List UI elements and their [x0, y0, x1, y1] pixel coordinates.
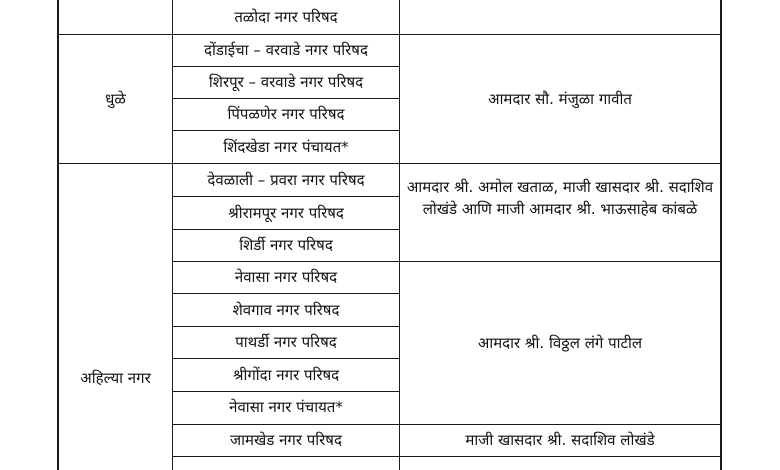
representative-name: आमदार सौ. मंजुळा गावीत: [488, 90, 632, 108]
table-left-border: [57, 0, 59, 470]
representative-name: आमदार श्री. अमोल खताळ, माजी खासदार श्री. सदाशिव लोखंडे आणि माजी आमदार श्री. भाऊसाहेब कांबळे: [406, 178, 714, 218]
council-name: नेवासा नगर परिषद: [234, 268, 338, 286]
table-right-border: [720, 0, 722, 470]
district-name: धुळे: [105, 90, 126, 108]
council-name: श्रीरामपूर नगर परिषद: [228, 204, 344, 222]
row-divider: [172, 229, 400, 230]
council-name: दोंडाईचा – वरवाडे नगर परिषद: [204, 41, 368, 59]
row-divider: [172, 391, 400, 392]
row-divider: [172, 293, 400, 294]
council-name: नेवासा नगर पंचायत*: [229, 398, 343, 416]
council-name: जामखेड नगर परिषद: [230, 431, 342, 449]
representative-name: आमदार श्री. विठ्ठल लंगे पाटील: [477, 334, 643, 352]
row-divider: [172, 98, 400, 99]
row-divider: [172, 66, 400, 67]
council-name: शेवगाव नगर परिषद: [232, 301, 340, 319]
group-divider: [57, 34, 722, 35]
group-divider: [57, 163, 722, 164]
council-name: तळोदा नगर परिषद: [234, 8, 338, 26]
council-name: देवळाली – प्रवरा नगर परिषद: [207, 171, 365, 189]
district-name: अहिल्या नगर: [80, 369, 151, 387]
council-name: शिरपूर – वरवाडे नगर परिषद: [208, 73, 364, 91]
row-divider: [172, 196, 400, 197]
representative-divider: [172, 456, 722, 457]
council-name: शिर्डी नगर परिषद: [239, 236, 333, 254]
column-divider-council: [399, 0, 400, 470]
row-divider: [172, 130, 400, 131]
representative-divider: [172, 424, 722, 425]
representative-divider: [172, 261, 722, 262]
council-name: पिंपळणेर नगर परिषद: [227, 105, 345, 123]
council-name: शिंदखेडा नगर पंचायत*: [223, 138, 349, 156]
row-divider: [172, 358, 400, 359]
row-divider: [172, 326, 400, 327]
council-name: पाथर्डी नगर परिषद: [235, 333, 337, 351]
council-name: श्रीगोंदा नगर परिषद: [232, 366, 340, 384]
representative-name: माजी खासदार श्री. सदाशिव लोखंडे: [465, 431, 655, 449]
